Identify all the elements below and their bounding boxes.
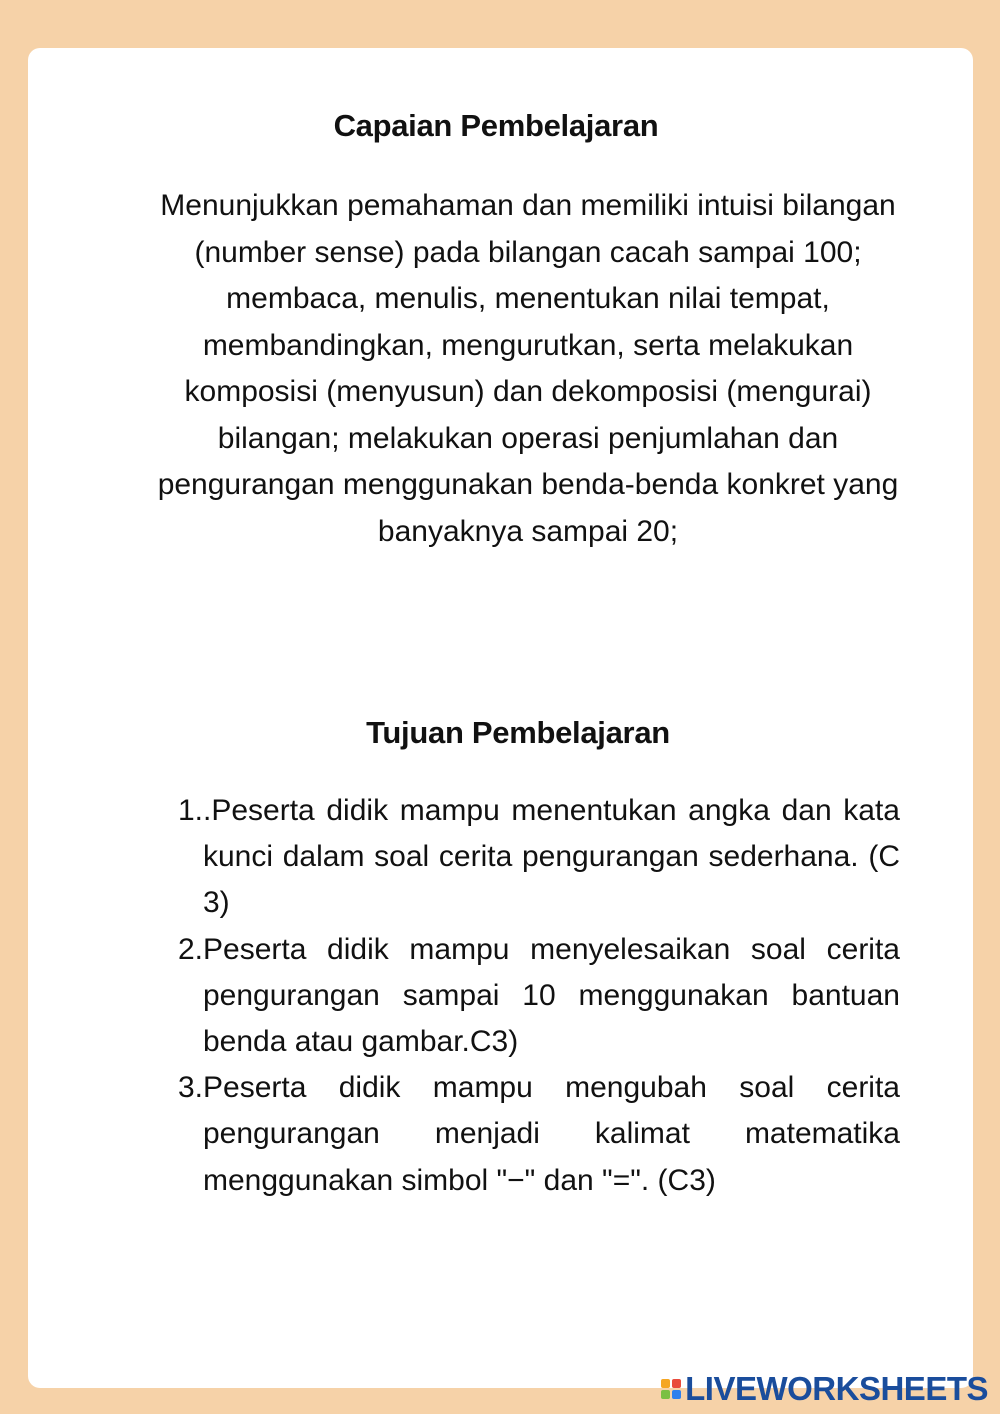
tujuan-list: [165, 788, 900, 1204]
list-item-text: Peserta didik mampu mengubah soal cerita pengurangan menjadi kalimat matematika menggunakan simbol "−" dan "=". (C3): [203, 1071, 900, 1197]
capaian-text: Menunjukkan pemahaman dan memiliki intuisi bilangan (number sense) pada bilangan cacah sampai 100; membaca, menulis, menentukan nilai tempat, membandingkan, mengurutkan, serta melakukan komposisi (menyusun) dan dekomposisi (mengurai) bilangan; melakukan operasi penjumlahan dan pengurangan menggunakan benda-benda konkret yang banyaknya sampai 20;: [157, 189, 899, 548]
logo-text: LIVEWORKSHEETS: [685, 1370, 988, 1407]
list-item: [165, 788, 900, 927]
list-item-number: 1.: [177, 794, 203, 827]
list-item-text: Peserta didik mampu menyelesaikan soal cerita pengurangan sampai 10 menggunakan bantuan benda atau gambar.C3): [203, 932, 900, 1059]
tujuan-title: Tujuan Pembelajaran: [366, 715, 670, 750]
list-item-text: .Peserta didik mampu menentukan angka dan kata kunci dalam soal cerita pengurangan sederhana. (C 3): [203, 794, 900, 920]
liveworksheets-logo-icon: [661, 1379, 681, 1399]
list-item-number: 2.: [177, 932, 203, 966]
list-item: [165, 927, 900, 1066]
list-item-number: 3.: [177, 1071, 203, 1105]
liveworksheets-logo[interactable]: [661, 1370, 988, 1408]
list-item: [165, 1065, 900, 1204]
capaian-title: Capaian Pembelajaran: [333, 108, 659, 143]
